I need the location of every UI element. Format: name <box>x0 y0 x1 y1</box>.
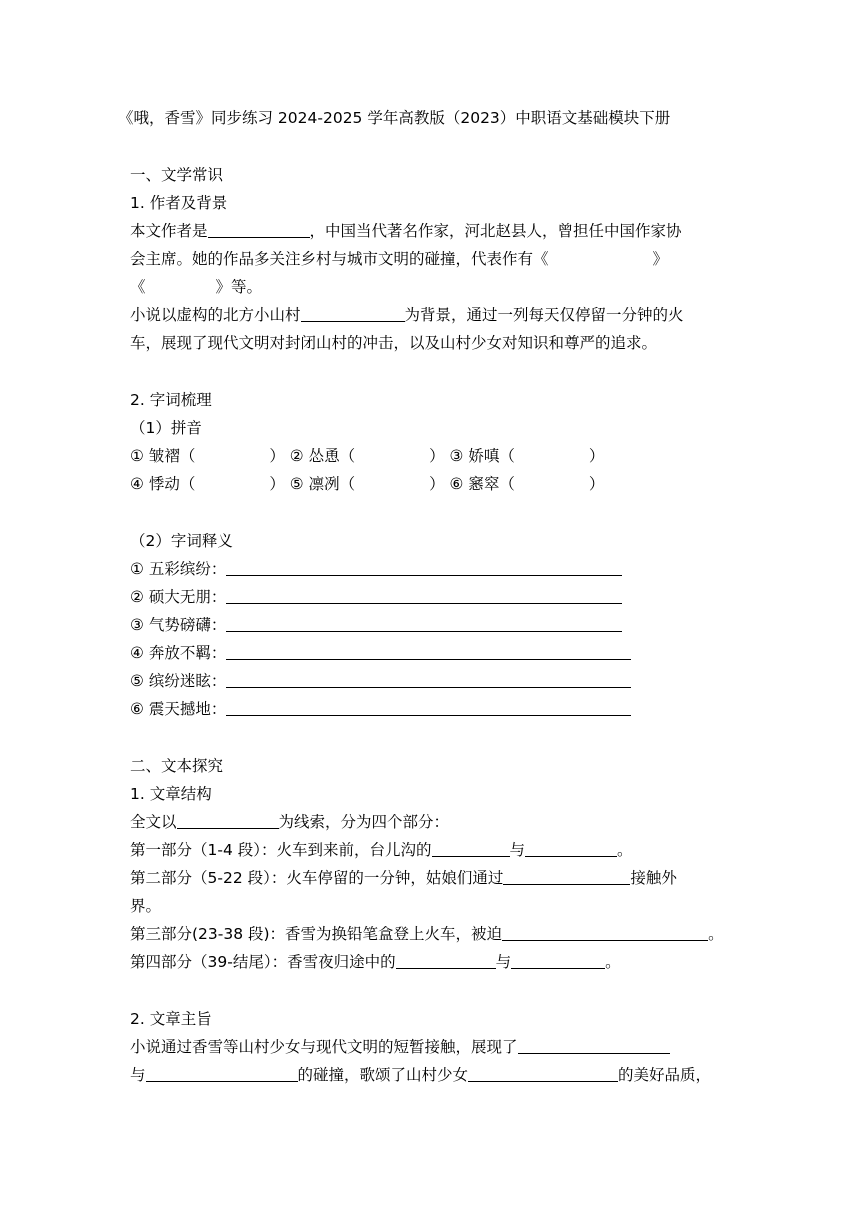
vocab-item <box>130 699 631 719</box>
pinyin-item-close: ） <box>588 447 605 465</box>
text-segment: 的碰撞，歌颂了山村少女 <box>297 1066 469 1084</box>
text-segment: 《 <box>130 278 146 296</box>
section-heading-literary-knowledge: 一、文学常识 <box>130 166 224 184</box>
vocab-term: ④ 奔放不羁： <box>130 644 227 662</box>
background-paragraph-line-2: 车，展现了现代文明对封闭山村的冲击，以及山村少女对知识和尊严的追求。 <box>130 334 658 352</box>
author-paragraph-line-3 <box>130 277 262 297</box>
vocab-term: ③ 气势磅礴： <box>130 616 227 634</box>
pinyin-item-4: ④ 悸动（ <box>130 475 196 493</box>
section-heading-text-exploration: 二、文本探究 <box>130 757 224 775</box>
part-4-blank-b[interactable] <box>511 953 605 969</box>
author-paragraph-line-2 <box>130 249 668 269</box>
text-segment: 》等。 <box>215 278 263 296</box>
text-segment: 全文以 <box>130 813 177 831</box>
text-segment: 与 <box>495 953 512 971</box>
structure-part-3 <box>130 924 724 944</box>
clue-blank[interactable] <box>177 813 279 829</box>
vocab-term: ⑤ 缤纷迷眩： <box>130 672 227 690</box>
question-heading-theme: 2. 文章主旨 <box>130 1010 212 1028</box>
text-segment: 第二部分（5-22 段）：火车停留的一分钟，姑娘们通过 <box>130 869 504 887</box>
pinyin-item-1: ① 皱褶（ <box>130 447 196 465</box>
vocab-answer-blank[interactable] <box>226 644 631 660</box>
vocab-item <box>130 615 622 635</box>
text-segment: 第三部分(23-38 段)：香雪为换铅笔盒登上火车，被迫 <box>130 925 503 943</box>
part-1-blank-b[interactable] <box>525 841 617 857</box>
text-segment: 。 <box>617 841 633 859</box>
author-paragraph-line-1 <box>130 221 682 241</box>
subheading-pinyin: （1）拼音 <box>130 419 202 437</box>
text-segment: 第一部分（1-4 段）：火车到来前，台儿沟的 <box>130 841 432 859</box>
text-segment: 本文作者是 <box>130 222 208 240</box>
text-segment: 接触外 <box>630 869 677 887</box>
pinyin-item-5: ） ⑤ 凛冽（ <box>269 475 356 493</box>
text-segment: ，中国当代著名作家，河北赵县人，曾担任中国作家协 <box>309 222 682 240</box>
pinyin-item-6: ） ⑥ 窸窣（ <box>429 475 515 493</box>
structure-part-4 <box>130 952 621 972</box>
text-segment: 与 <box>130 1066 146 1084</box>
vocab-item <box>130 671 631 691</box>
vocab-term: ② 硕大无朋： <box>130 588 227 606</box>
text-segment: 。 <box>605 953 621 971</box>
text-segment: 的美好品质， <box>618 1066 712 1084</box>
text-segment: 小说通过香雪等山村少女与现代文明的短暂接触，展现了 <box>130 1038 518 1056</box>
part-1-blank-a[interactable] <box>432 841 510 857</box>
document-title: 《哦，香雪》同步练习 2024-2025 学年高教版（2023）中职语文基础模块下册 <box>118 109 671 127</box>
vocab-answer-blank[interactable] <box>226 672 631 688</box>
vocab-term: ① 五彩缤纷： <box>130 560 227 578</box>
pinyin-row-1 <box>130 446 604 466</box>
author-name-blank[interactable] <box>208 222 310 238</box>
background-paragraph-line-1 <box>130 305 684 325</box>
vocab-term: ⑥ 震天撼地： <box>130 700 227 718</box>
text-segment: 为背景，通过一列每天仅停留一分钟的火 <box>404 306 684 324</box>
village-name-blank[interactable] <box>301 306 405 322</box>
structure-part-1 <box>130 840 633 860</box>
part-4-blank-a[interactable] <box>396 953 496 969</box>
theme-blank-c[interactable] <box>468 1066 618 1082</box>
vocab-answer-blank[interactable] <box>226 700 631 716</box>
pinyin-row-2 <box>130 474 604 494</box>
text-segment: 为线索，分为四个部分： <box>278 813 450 831</box>
text-segment: 小说以虚构的北方小山村 <box>130 306 301 324</box>
vocab-item <box>130 559 622 579</box>
theme-blank-b[interactable] <box>146 1066 298 1082</box>
vocab-item <box>130 587 622 607</box>
vocab-item <box>130 643 631 663</box>
text-segment: 与 <box>509 841 526 859</box>
pinyin-item-2: ） ② 怂恿（ <box>269 447 356 465</box>
structure-part-2 <box>130 868 677 888</box>
vocab-answer-blank[interactable] <box>226 616 622 632</box>
part-3-blank[interactable] <box>502 925 708 941</box>
subheading-word-meaning: （2）字词释义 <box>130 532 233 550</box>
question-heading-author-background: 1. 作者及背景 <box>130 194 228 212</box>
theme-line-2 <box>130 1065 711 1085</box>
text-segment: 会主席。她的作品多关注乡村与城市文明的碰撞，代表作有《 <box>130 250 549 268</box>
part-2-blank[interactable] <box>503 869 630 885</box>
text-segment: 第四部分（39-结尾）：香雪夜归途中的 <box>130 953 396 971</box>
vocab-answer-blank[interactable] <box>226 588 622 604</box>
theme-line-1 <box>130 1037 670 1057</box>
vocab-answer-blank[interactable] <box>226 560 622 576</box>
pinyin-item-3: ） ③ 娇嗔（ <box>429 447 515 465</box>
pinyin-item-close: ） <box>588 475 605 493</box>
structure-part-2-continued: 界。 <box>130 897 162 915</box>
question-heading-structure: 1. 文章结构 <box>130 785 212 803</box>
text-segment: 》 <box>652 250 669 268</box>
question-heading-vocabulary: 2. 字词梳理 <box>130 391 212 409</box>
theme-blank-a[interactable] <box>518 1038 670 1054</box>
structure-intro <box>130 812 449 832</box>
text-segment: 。 <box>708 925 724 943</box>
